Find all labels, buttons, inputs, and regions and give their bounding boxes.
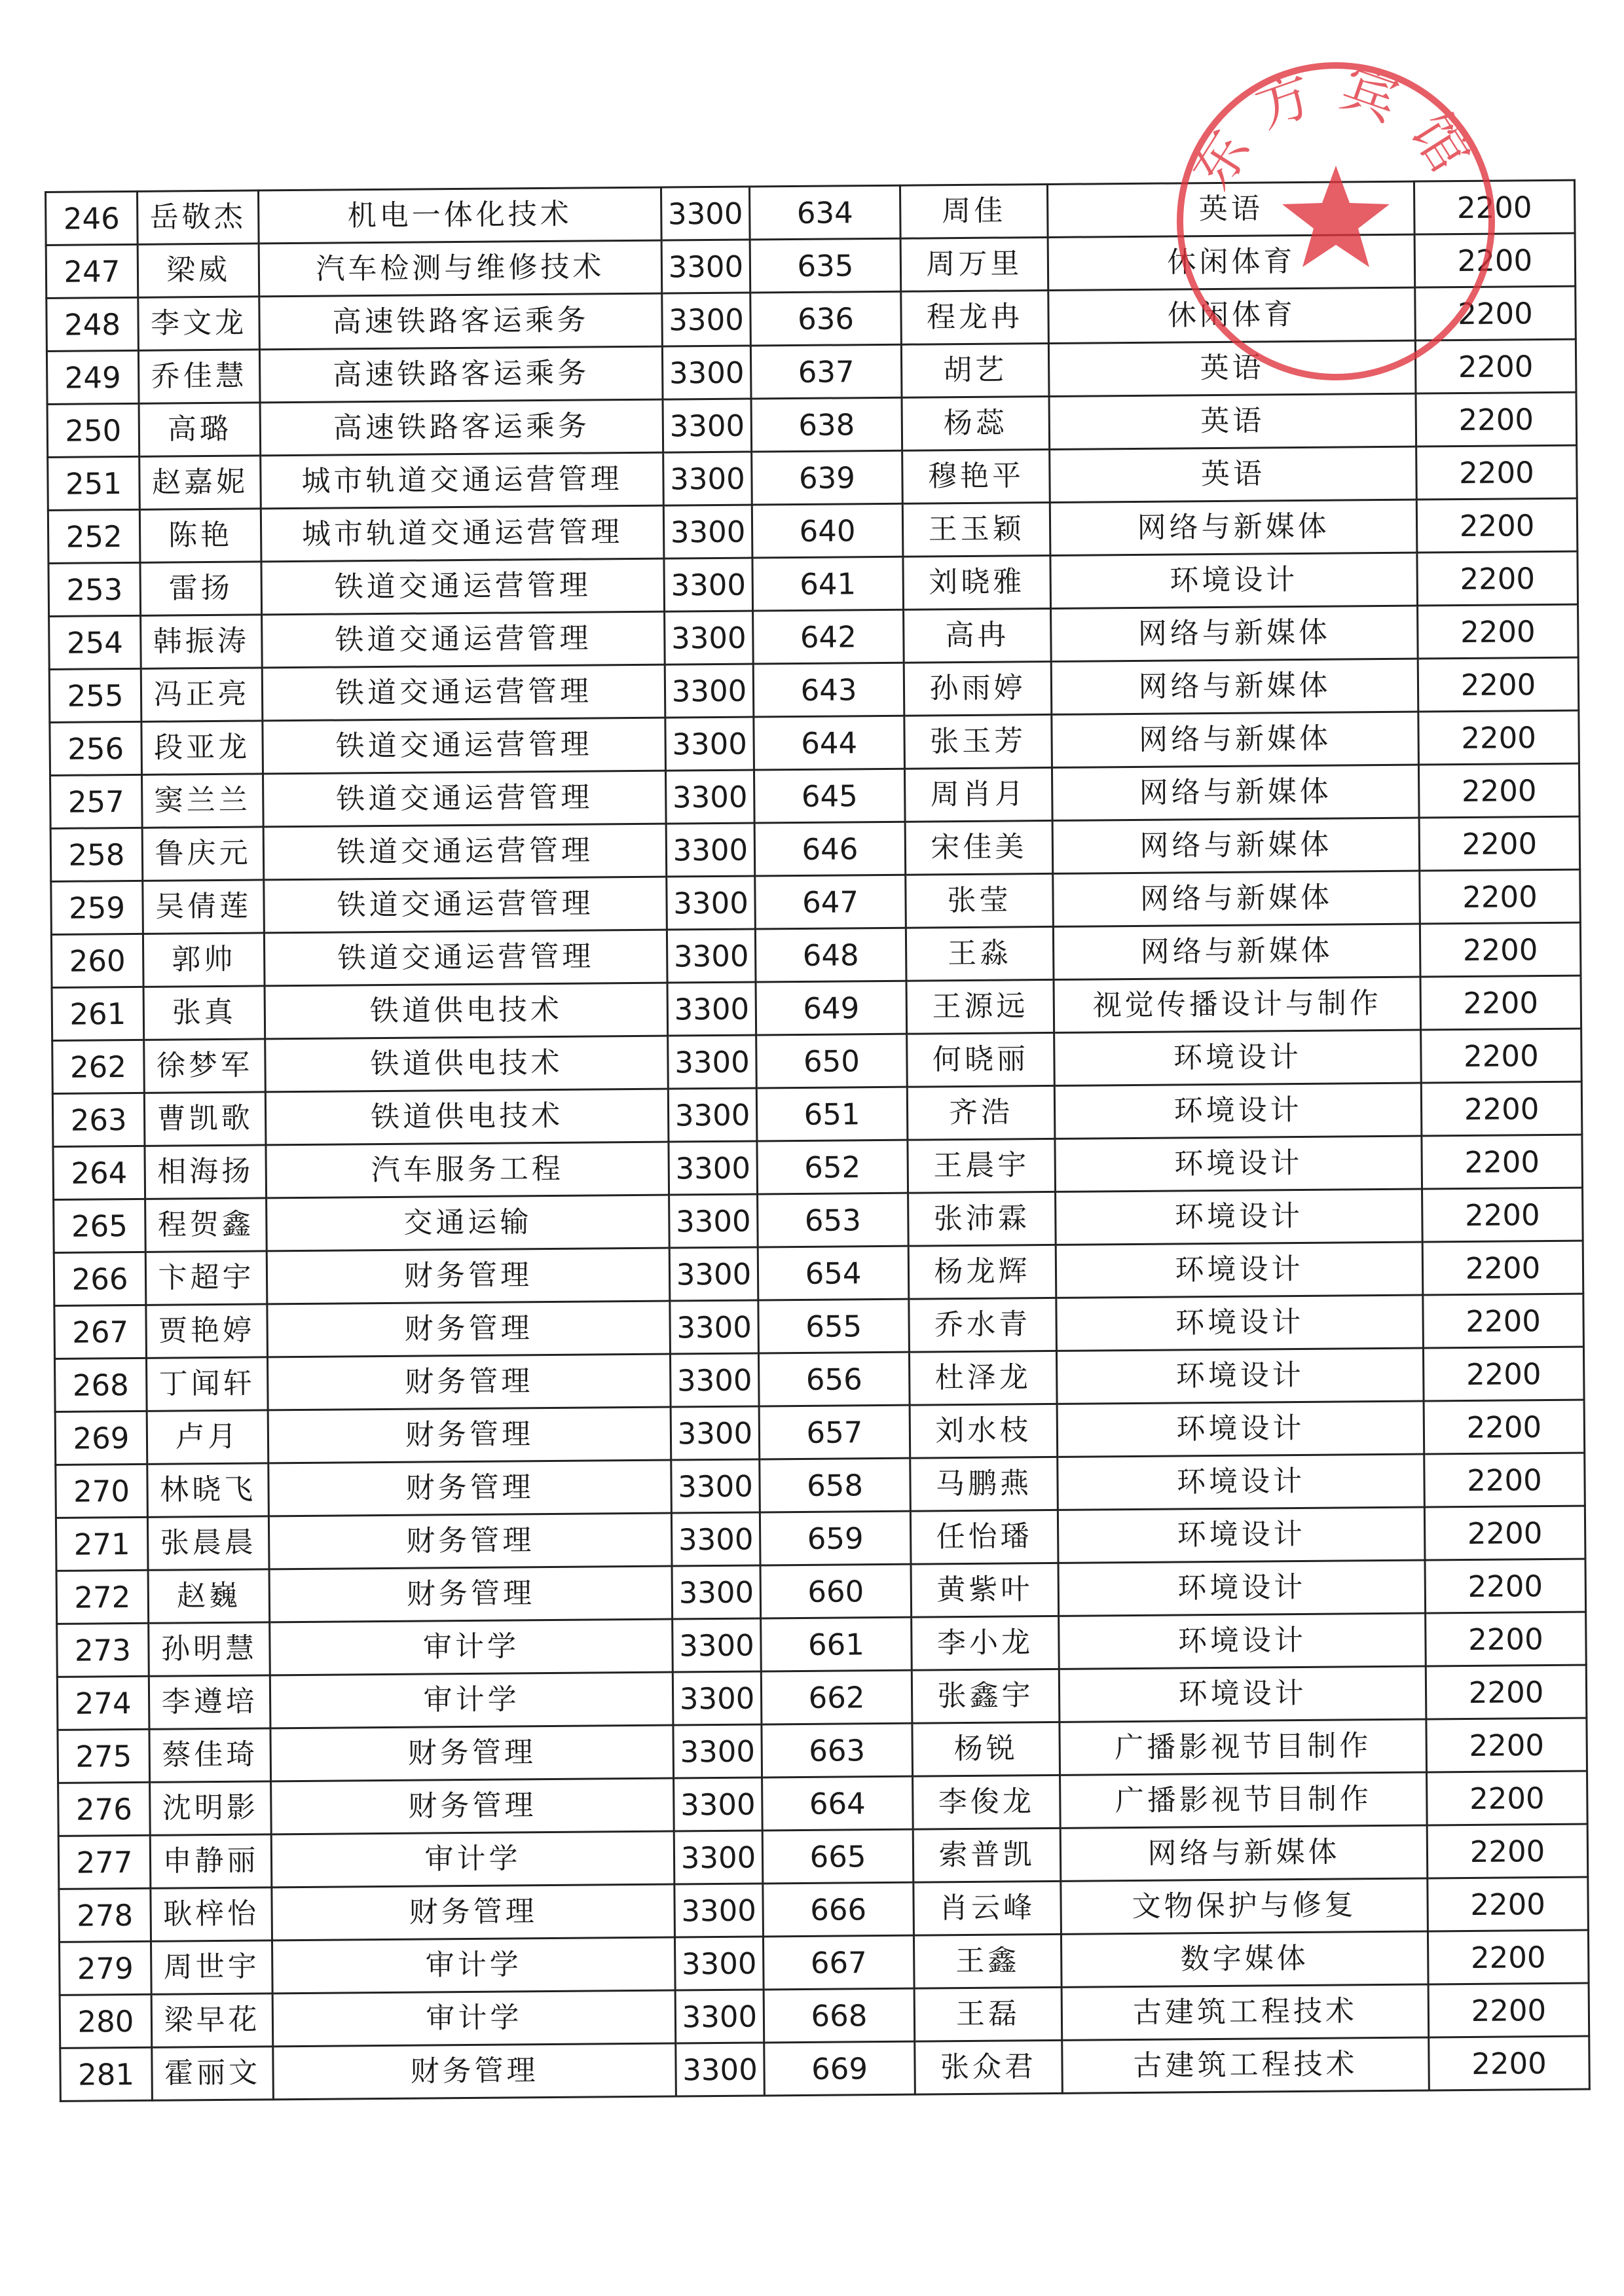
left-name-cell: 徐梦军 (144, 1039, 266, 1093)
left-seq-cell: 255 (49, 668, 141, 722)
right-name-cell: 何晓丽 (907, 1032, 1055, 1087)
right-name-cell: 索普凯 (913, 1828, 1061, 1882)
right-fee-cell: 2200 (1416, 445, 1578, 500)
left-major-cell: 财务管理 (271, 1778, 674, 1834)
right-name-cell: 周佳 (900, 184, 1048, 238)
left-name-cell: 段亚龙 (141, 721, 263, 774)
right-name-cell: 张莹 (906, 873, 1054, 928)
left-name-cell: 梁早花 (151, 1994, 273, 2047)
left-fee-cell: 3300 (675, 1990, 764, 2043)
left-fee-cell: 3300 (663, 505, 752, 558)
right-name-cell: 张鑫宇 (912, 1669, 1060, 1723)
right-fee-cell: 2200 (1419, 816, 1580, 871)
right-name-cell: 任怡璠 (910, 1510, 1058, 1564)
right-major-cell: 英语 (1047, 181, 1414, 237)
left-name-cell: 相海扬 (145, 1145, 267, 1199)
left-fee-cell: 3300 (665, 664, 754, 718)
left-name-cell: 鲁庆元 (142, 827, 264, 881)
right-seq-cell: 644 (754, 716, 905, 770)
left-seq-cell: 258 (50, 828, 143, 881)
left-name-cell: 霍丽文 (152, 2047, 274, 2100)
right-fee-cell: 2200 (1420, 869, 1581, 924)
right-major-cell: 广播影视节目制作 (1060, 1772, 1428, 1828)
left-seq-cell: 253 (48, 562, 141, 616)
right-seq-cell: 634 (749, 185, 900, 240)
right-name-cell: 王源远 (906, 979, 1054, 1034)
right-fee-cell: 2200 (1422, 1188, 1583, 1242)
left-name-cell: 贾艳婷 (146, 1304, 268, 1358)
right-name-cell: 杜泽龙 (909, 1351, 1057, 1405)
right-seq-cell: 653 (758, 1193, 909, 1247)
left-name-cell: 程贺鑫 (145, 1198, 267, 1252)
left-name-cell: 周世宇 (151, 1941, 273, 1994)
left-fee-cell: 3300 (667, 982, 756, 1036)
right-fee-cell: 2200 (1418, 710, 1579, 765)
left-seq-cell: 250 (47, 403, 139, 457)
right-name-cell: 王玉颖 (902, 502, 1050, 556)
left-fee-cell: 3300 (673, 1618, 762, 1672)
left-major-cell: 财务管理 (270, 1725, 674, 1781)
left-fee-cell: 3300 (669, 1247, 758, 1301)
right-fee-cell: 2200 (1427, 1771, 1588, 1825)
left-name-cell: 孙明慧 (149, 1622, 270, 1676)
right-major-cell: 网络与新媒体 (1052, 818, 1420, 873)
left-name-cell: 林晓飞 (147, 1463, 269, 1517)
left-fee-cell: 3300 (663, 399, 752, 452)
left-major-cell: 铁道交通运营管理 (264, 930, 667, 986)
right-seq-cell: 663 (762, 1723, 913, 1777)
left-name-cell: 申静丽 (150, 1834, 272, 1888)
left-fee-cell: 3300 (666, 823, 755, 877)
right-major-cell: 环境设计 (1059, 1613, 1426, 1669)
left-major-cell: 高速铁路客运乘务 (259, 346, 663, 403)
right-fee-cell: 2200 (1421, 1029, 1582, 1083)
left-seq-cell: 267 (54, 1305, 147, 1358)
right-fee-cell: 2200 (1426, 1612, 1587, 1666)
left-name-cell: 耿梓怡 (151, 1887, 272, 1941)
right-seq-cell: 657 (759, 1405, 910, 1459)
left-seq-cell: 271 (56, 1517, 148, 1571)
left-name-cell: 李文龙 (138, 297, 260, 350)
right-fee-cell: 2200 (1421, 1082, 1582, 1136)
left-major-cell: 机电一体化技术 (259, 187, 662, 244)
right-seq-cell: 666 (763, 1882, 914, 1937)
right-name-cell: 张众君 (915, 2040, 1063, 2094)
right-major-cell: 视觉传播设计与制作 (1054, 977, 1421, 1032)
left-seq-cell: 252 (48, 509, 140, 563)
left-major-cell: 财务管理 (268, 1407, 671, 1463)
left-seq-cell: 256 (50, 721, 142, 775)
seal-star (1282, 166, 1390, 267)
left-name-cell: 蔡佳琦 (149, 1728, 271, 1782)
left-seq-cell: 276 (58, 1782, 151, 1836)
left-seq-cell: 261 (52, 987, 144, 1040)
right-major-cell: 网络与新媒体 (1051, 606, 1418, 661)
left-name-cell: 李遵培 (149, 1675, 270, 1729)
right-major-cell: 网络与新媒体 (1052, 712, 1419, 767)
right-seq-cell: 664 (762, 1776, 913, 1831)
left-fee-cell: 3300 (674, 1884, 764, 1937)
left-name-cell: 乔佳慧 (138, 350, 260, 403)
right-major-cell: 古建筑工程技术 (1061, 1984, 1429, 2040)
right-seq-cell: 665 (762, 1829, 913, 1884)
left-fee-cell: 3300 (674, 1937, 764, 1990)
right-seq-cell: 660 (760, 1564, 912, 1618)
left-fee-cell: 3300 (667, 929, 756, 983)
left-fee-cell: 3300 (661, 187, 750, 240)
right-name-cell: 刘水枝 (910, 1404, 1058, 1458)
left-seq-cell: 259 (51, 881, 143, 934)
left-name-cell: 高璐 (139, 403, 261, 456)
right-seq-cell: 641 (752, 556, 904, 611)
right-seq-cell: 651 (756, 1087, 908, 1141)
left-name-cell: 张真 (143, 986, 265, 1040)
right-name-cell: 王磊 (914, 1987, 1062, 2041)
left-seq-cell: 275 (58, 1729, 150, 1783)
right-name-cell: 刘晓雅 (903, 555, 1051, 610)
right-major-cell: 网络与新媒体 (1053, 924, 1420, 979)
right-major-cell: 环境设计 (1050, 553, 1418, 608)
right-fee-cell: 2200 (1425, 1559, 1586, 1613)
left-name-cell: 梁威 (138, 244, 259, 297)
right-seq-cell: 656 (758, 1352, 910, 1406)
right-seq-cell: 650 (756, 1034, 908, 1088)
left-major-cell: 铁道交通运营管理 (261, 558, 665, 615)
right-major-cell: 环境设计 (1056, 1189, 1423, 1245)
right-fee-cell: 2200 (1420, 975, 1581, 1030)
right-fee-cell: 2200 (1416, 498, 1578, 553)
left-seq-cell: 249 (46, 350, 139, 404)
left-name-cell: 曹凯歌 (144, 1092, 266, 1146)
right-seq-cell: 635 (750, 238, 901, 293)
left-name-cell: 陈艳 (139, 509, 261, 562)
left-seq-cell: 278 (59, 1888, 151, 1942)
left-major-cell: 城市轨道交通运营管理 (261, 505, 664, 562)
left-seq-cell: 251 (48, 456, 140, 510)
right-major-cell: 休闲体育 (1048, 234, 1415, 290)
right-name-cell: 乔水青 (909, 1298, 1057, 1352)
right-fee-cell: 2200 (1424, 1400, 1585, 1454)
right-major-cell: 环境设计 (1054, 1083, 1422, 1139)
right-major-cell: 网络与新媒体 (1053, 871, 1420, 926)
right-major-cell: 网络与新媒体 (1052, 765, 1419, 820)
right-fee-cell: 2200 (1426, 1718, 1587, 1772)
left-seq-cell: 263 (52, 1093, 145, 1146)
right-name-cell: 宋佳美 (905, 820, 1053, 875)
right-fee-cell: 2200 (1428, 1983, 1589, 2037)
right-name-cell: 周肖月 (904, 767, 1052, 822)
left-major-cell: 审计学 (270, 1619, 673, 1675)
right-seq-cell: 645 (754, 769, 905, 823)
left-seq-cell: 262 (52, 1040, 145, 1093)
right-name-cell: 张沛霖 (908, 1192, 1056, 1246)
right-fee-cell: 2200 (1428, 1930, 1589, 1984)
left-fee-cell: 3300 (674, 1777, 763, 1831)
left-seq-cell: 274 (57, 1676, 149, 1730)
right-fee-cell: 2200 (1418, 763, 1579, 818)
right-major-cell: 环境设计 (1056, 1242, 1423, 1298)
left-fee-cell: 3300 (671, 1459, 760, 1513)
left-major-cell: 财务管理 (272, 1884, 675, 1941)
right-major-cell: 英语 (1048, 340, 1416, 396)
left-major-cell: 财务管理 (269, 1566, 673, 1622)
right-name-cell: 黄紫叶 (911, 1563, 1059, 1617)
right-fee-cell: 2200 (1423, 1347, 1584, 1401)
left-major-cell: 审计学 (270, 1672, 673, 1728)
right-name-cell: 马鹏燕 (910, 1457, 1058, 1511)
left-fee-cell: 3300 (671, 1512, 760, 1566)
right-major-cell: 文物保护与修复 (1061, 1878, 1428, 1934)
right-name-cell: 杨锐 (912, 1722, 1060, 1776)
left-name-cell: 张晨晨 (147, 1516, 269, 1570)
right-seq-cell: 643 (753, 663, 904, 717)
left-major-cell: 铁道交通运营管理 (262, 611, 665, 668)
right-seq-cell: 654 (758, 1246, 909, 1300)
right-name-cell: 齐浩 (907, 1085, 1055, 1140)
right-major-cell: 环境设计 (1058, 1454, 1425, 1510)
left-fee-cell: 3300 (673, 1724, 762, 1778)
table-row (60, 2036, 1590, 2101)
right-seq-cell: 636 (750, 291, 902, 346)
left-major-cell: 财务管理 (268, 1460, 672, 1516)
left-fee-cell: 3300 (662, 293, 751, 346)
left-major-cell: 财务管理 (273, 2043, 676, 2100)
left-fee-cell: 3300 (670, 1300, 759, 1354)
right-seq-cell: 667 (763, 1935, 914, 1990)
right-name-cell: 杨龙辉 (908, 1245, 1056, 1299)
right-seq-cell: 661 (761, 1617, 912, 1671)
left-seq-cell: 260 (51, 934, 143, 987)
right-name-cell: 肖云峰 (913, 1881, 1061, 1935)
left-seq-cell: 246 (46, 191, 138, 245)
right-seq-cell: 638 (751, 397, 902, 452)
right-name-cell: 张玉芳 (904, 714, 1052, 769)
right-seq-cell: 639 (752, 450, 903, 505)
left-fee-cell: 3300 (668, 1035, 757, 1089)
left-fee-cell: 3300 (661, 240, 750, 293)
right-seq-cell: 668 (764, 1988, 915, 2043)
right-fee-cell: 2200 (1414, 180, 1575, 234)
right-major-cell: 网络与新媒体 (1051, 659, 1418, 714)
right-name-cell: 杨蕊 (902, 396, 1050, 450)
right-fee-cell: 2200 (1429, 2036, 1590, 2090)
left-name-cell: 岳敬杰 (138, 191, 259, 244)
left-name-cell: 卞超宇 (145, 1251, 267, 1305)
left-major-cell: 铁道交通运营管理 (262, 665, 665, 721)
roster-body (46, 180, 1590, 2101)
left-major-cell: 城市轨道交通运营管理 (261, 452, 664, 509)
right-name-cell: 王晨宇 (908, 1139, 1056, 1193)
left-seq-cell: 280 (60, 1994, 152, 2048)
left-major-cell: 铁道交通运营管理 (264, 877, 667, 933)
right-seq-cell: 646 (754, 822, 906, 876)
left-fee-cell: 3300 (662, 346, 751, 399)
left-seq-cell: 265 (54, 1199, 146, 1252)
left-seq-cell: 277 (58, 1835, 151, 1889)
right-seq-cell: 658 (760, 1458, 911, 1512)
right-major-cell: 休闲体育 (1048, 287, 1416, 343)
right-fee-cell: 2200 (1420, 922, 1581, 977)
right-name-cell: 王淼 (906, 926, 1054, 981)
right-major-cell: 环境设计 (1058, 1560, 1426, 1616)
left-name-cell: 窦兰兰 (142, 774, 264, 828)
right-name-cell: 孙雨婷 (904, 661, 1052, 716)
right-fee-cell: 2200 (1415, 286, 1576, 340)
right-major-cell: 环境设计 (1055, 1136, 1422, 1192)
right-seq-cell: 669 (764, 2041, 915, 2096)
left-seq-cell: 254 (49, 615, 141, 669)
right-name-cell: 周万里 (900, 237, 1048, 291)
right-fee-cell: 2200 (1422, 1241, 1583, 1295)
left-seq-cell: 270 (56, 1464, 148, 1518)
right-seq-cell: 655 (758, 1299, 910, 1353)
left-name-cell: 赵巍 (148, 1569, 270, 1623)
left-major-cell: 交通运输 (267, 1195, 670, 1251)
left-major-cell: 铁道供电技术 (265, 1089, 669, 1145)
right-name-cell: 李小龙 (912, 1616, 1060, 1670)
right-seq-cell: 642 (753, 610, 904, 664)
right-name-cell: 程龙冉 (901, 290, 1049, 344)
left-fee-cell: 3300 (665, 770, 754, 824)
left-fee-cell: 3300 (676, 2043, 765, 2096)
left-major-cell: 审计学 (272, 1937, 675, 1994)
right-fee-cell: 2200 (1428, 1877, 1589, 1931)
right-fee-cell: 2200 (1417, 551, 1578, 606)
right-seq-cell: 640 (752, 503, 903, 558)
left-major-cell: 铁道交通运营管理 (263, 718, 666, 774)
right-name-cell: 王鑫 (913, 1934, 1061, 1988)
right-major-cell: 环境设计 (1056, 1348, 1424, 1404)
right-major-cell: 环境设计 (1054, 1030, 1422, 1085)
left-fee-cell: 3300 (668, 1088, 757, 1142)
right-fee-cell: 2200 (1415, 339, 1576, 393)
right-fee-cell: 2200 (1423, 1294, 1584, 1348)
left-fee-cell: 3300 (671, 1406, 760, 1460)
right-seq-cell: 659 (760, 1511, 911, 1565)
left-fee-cell: 3300 (665, 611, 754, 665)
right-major-cell: 英语 (1050, 446, 1417, 502)
left-name-cell: 丁闻轩 (147, 1357, 268, 1411)
left-fee-cell: 3300 (673, 1671, 762, 1725)
right-fee-cell: 2200 (1424, 1506, 1585, 1560)
right-major-cell: 环境设计 (1056, 1295, 1424, 1351)
left-major-cell: 铁道交通运营管理 (263, 771, 666, 827)
left-seq-cell: 248 (46, 297, 139, 351)
left-name-cell: 韩振涛 (141, 615, 263, 668)
right-name-cell: 李俊龙 (913, 1775, 1061, 1829)
right-fee-cell: 2200 (1418, 657, 1579, 712)
roster-table (45, 179, 1591, 2102)
left-fee-cell: 3300 (670, 1353, 759, 1407)
left-fee-cell: 3300 (669, 1194, 758, 1248)
left-seq-cell: 273 (57, 1623, 149, 1677)
left-fee-cell: 3300 (664, 558, 753, 611)
right-fee-cell: 2200 (1422, 1135, 1583, 1189)
left-major-cell: 铁道供电技术 (265, 1036, 669, 1092)
left-name-cell: 吴倩莲 (143, 880, 265, 934)
seal-text-path: 东方宾馆 (1178, 55, 1494, 200)
left-major-cell: 高速铁路客运乘务 (259, 293, 663, 350)
left-seq-cell: 247 (46, 244, 138, 298)
left-seq-cell: 272 (56, 1570, 149, 1624)
left-seq-cell: 257 (50, 774, 143, 828)
right-seq-cell: 649 (756, 981, 907, 1035)
right-seq-cell: 662 (761, 1670, 912, 1724)
left-major-cell: 财务管理 (267, 1248, 670, 1304)
right-seq-cell: 648 (755, 928, 906, 982)
right-fee-cell: 2200 (1427, 1824, 1588, 1878)
left-major-cell: 铁道交通运营管理 (263, 824, 667, 880)
left-major-cell: 审计学 (271, 1831, 674, 1887)
right-major-cell: 环境设计 (1059, 1666, 1426, 1722)
left-fee-cell: 3300 (665, 717, 754, 771)
right-name-cell: 高冉 (904, 608, 1052, 663)
right-seq-cell: 652 (757, 1140, 908, 1194)
left-seq-cell: 279 (60, 1941, 152, 1995)
right-major-cell: 网络与新媒体 (1060, 1825, 1428, 1881)
left-name-cell: 卢月 (147, 1410, 268, 1464)
right-fee-cell: 2200 (1418, 604, 1579, 659)
right-fee-cell: 2200 (1414, 233, 1576, 287)
left-name-cell: 郭帅 (143, 933, 265, 987)
right-major-cell: 英语 (1049, 393, 1416, 449)
left-name-cell: 赵嘉妮 (139, 456, 261, 509)
left-fee-cell: 3300 (674, 1831, 763, 1884)
right-major-cell: 环境设计 (1058, 1507, 1425, 1563)
left-major-cell: 高速铁路客运乘务 (260, 399, 663, 456)
right-major-cell: 广播影视节目制作 (1060, 1719, 1427, 1775)
right-major-cell: 数字媒体 (1061, 1931, 1428, 1987)
right-major-cell: 网络与新媒体 (1050, 500, 1417, 555)
left-major-cell: 财务管理 (267, 1301, 671, 1357)
left-fee-cell: 3300 (669, 1141, 758, 1195)
left-seq-cell: 266 (54, 1252, 146, 1305)
right-fee-cell: 2200 (1424, 1453, 1585, 1507)
right-fee-cell: 2200 (1426, 1665, 1587, 1719)
left-fee-cell: 3300 (672, 1565, 761, 1619)
left-name-cell: 沈明影 (150, 1781, 272, 1835)
left-major-cell: 财务管理 (267, 1354, 671, 1410)
left-seq-cell: 268 (55, 1358, 147, 1412)
right-seq-cell: 647 (755, 875, 906, 929)
right-major-cell: 古建筑工程技术 (1062, 2037, 1430, 2093)
left-fee-cell: 3300 (667, 876, 756, 930)
left-name-cell: 冯正亮 (141, 668, 263, 721)
left-seq-cell: 269 (55, 1411, 147, 1465)
right-major-cell: 环境设计 (1057, 1401, 1424, 1457)
right-fee-cell: 2200 (1416, 392, 1577, 446)
official-seal (1166, 51, 1506, 392)
left-seq-cell: 264 (53, 1146, 145, 1199)
left-fee-cell: 3300 (663, 452, 752, 505)
left-major-cell: 铁道供电技术 (265, 983, 668, 1039)
left-major-cell: 财务管理 (268, 1513, 672, 1569)
right-name-cell: 穆艳平 (902, 449, 1050, 503)
left-seq-cell: 281 (60, 2047, 153, 2101)
left-name-cell: 雷扬 (140, 562, 262, 615)
left-major-cell: 汽车检测与维修技术 (259, 240, 662, 297)
left-major-cell: 汽车服务工程 (266, 1142, 669, 1198)
left-major-cell: 审计学 (272, 1990, 676, 2047)
right-name-cell: 胡艺 (901, 343, 1049, 397)
right-seq-cell: 637 (750, 344, 902, 399)
